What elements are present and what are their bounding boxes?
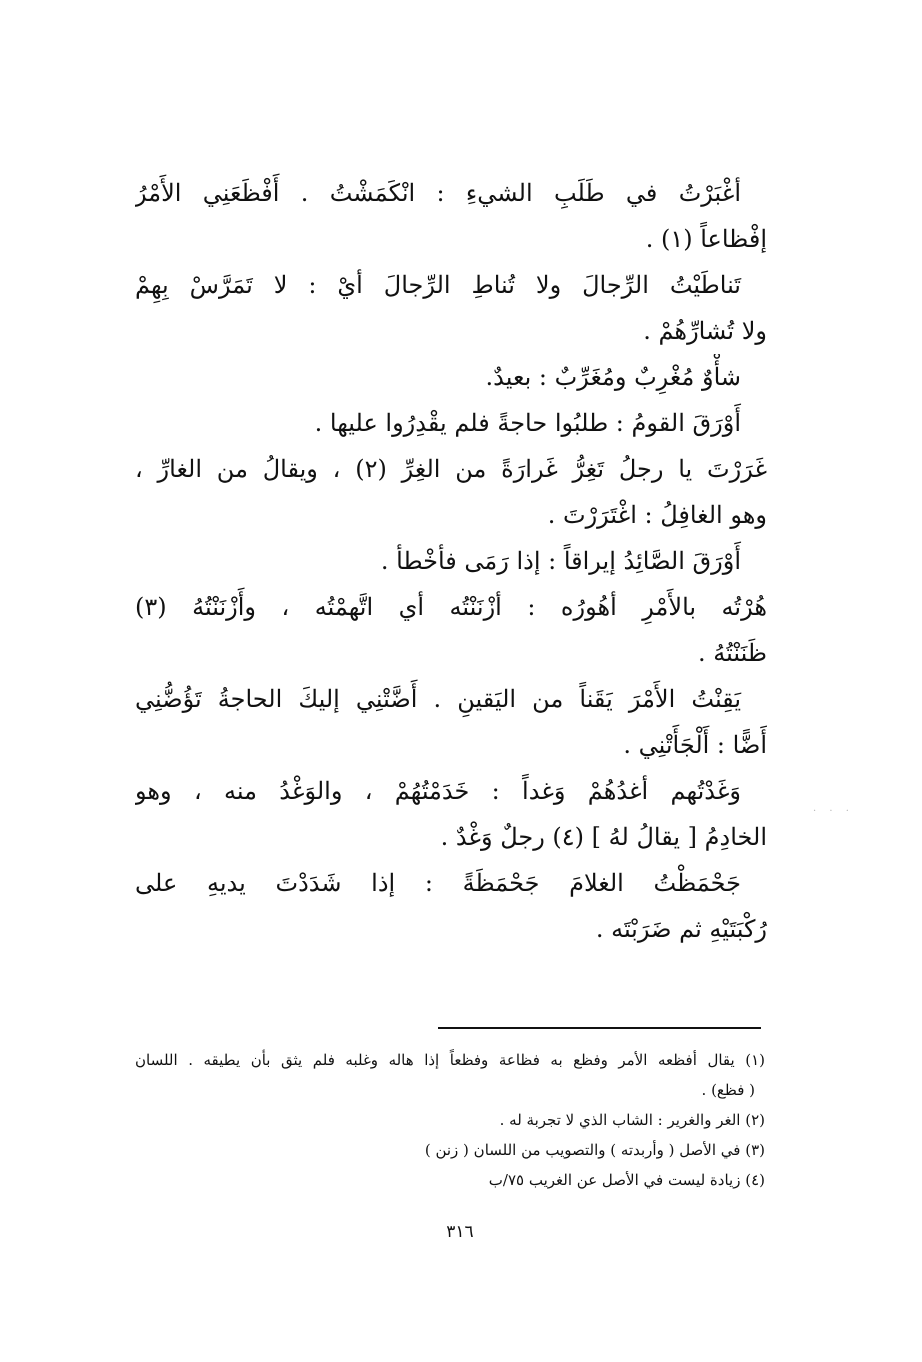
text-line: وَغَدْتُهم أغدُهُمْ وَغداً : خَدَمْتُهُمْ ، والوَغْدُ منه ، وهو <box>135 777 741 805</box>
footnote-line: (١) يقال أفظعه الأمر وفظع به فظاعة وفظعاً إذا هاله وغلبه فلم يثق بأن يطيقه . اللسان <box>135 1051 765 1069</box>
text-line: إفْظاعاً (١) . <box>645 225 767 253</box>
footnote-line: ( فظع) . <box>701 1081 755 1099</box>
main-text <box>135 170 767 952</box>
text-line: أغْبَرْتُ في طَلَبِ الشيءِ : انْكَمَشْتُ . أَفْظَعَنِي الأَمْرُ <box>135 179 741 207</box>
text-line: أَوْرَقَ القومُ : طلبُوا حاجةً فلم يقْدِرُوا عليها . <box>314 409 741 437</box>
text-line: ظَنَنْتُهُ . <box>698 639 767 667</box>
text-line: الخادِمُ [ يقالُ لهُ ] (٤) رجلٌ وَغْدٌ . <box>440 823 767 851</box>
text-line: وهو الغافِلُ : اغْتَرَرْتَ . <box>547 501 767 529</box>
text-line: غَرَرْتَ يا رجلُ تَغِرُّ غَرارَةً من الغِرِّ (٢) ، ويقالُ من الغارِّ ، <box>135 455 767 483</box>
footnote-line: (٤) زيادة ليست في الأصل عن الغريب ٧٥/ب <box>488 1171 765 1189</box>
footnote-line: (٣) في الأصل ( وأربدته ) والتصويب من اللسان ( زنن ) <box>424 1141 765 1159</box>
footnote-divider <box>438 1027 761 1029</box>
text-line: جَحْمَظْتُ الغلامَ جَحْمَظَةً : إذا شَدَدْتَ يديهِ على <box>135 869 741 897</box>
footnote-line: (٢) الغر والغرير : الشاب الذي لا تجربة له . <box>499 1111 765 1129</box>
text-line: هُرْتُه بالأَمْرِ أهُورُه : أزْنَنْتُه أي اتَّهمْتُه ، وأَزْنَنْتُهُ (٣) <box>135 593 767 621</box>
text-line: ولا تُشارِّهُمْ . <box>643 317 767 345</box>
text-line: أَوْرَقَ الصَّائِدُ إيراقاً : إذا رَمَى فأخْطأ . <box>380 547 741 575</box>
text-line: يَقِنْتُ الأَمْرَ يَقَناً من اليَقينِ . أَضَّتْنِي إليكَ الحاجةُ تَؤُضُّنِي <box>135 685 741 713</box>
text-line: شأْوٌ مُغْرِبٌ ومُغَرِّبٌ : بعيدٌ. <box>485 363 741 391</box>
scan-speck: · · · <box>813 806 854 817</box>
page-number: ٣١٦ <box>446 1222 474 1242</box>
text-line: تَناطَيْتُ الرِّجالَ ولا تُناطِ الرِّجالَ أيْ : لا تَمَرَّسْ بِهِمْ <box>135 271 741 299</box>
text-line: رُكْبَتَيْهِ ثم ضَرَبْتَه . <box>595 915 767 943</box>
footnotes <box>135 1045 765 1195</box>
text-line: أَضًّا : أَلْجَأَتْنِي . <box>623 731 767 759</box>
